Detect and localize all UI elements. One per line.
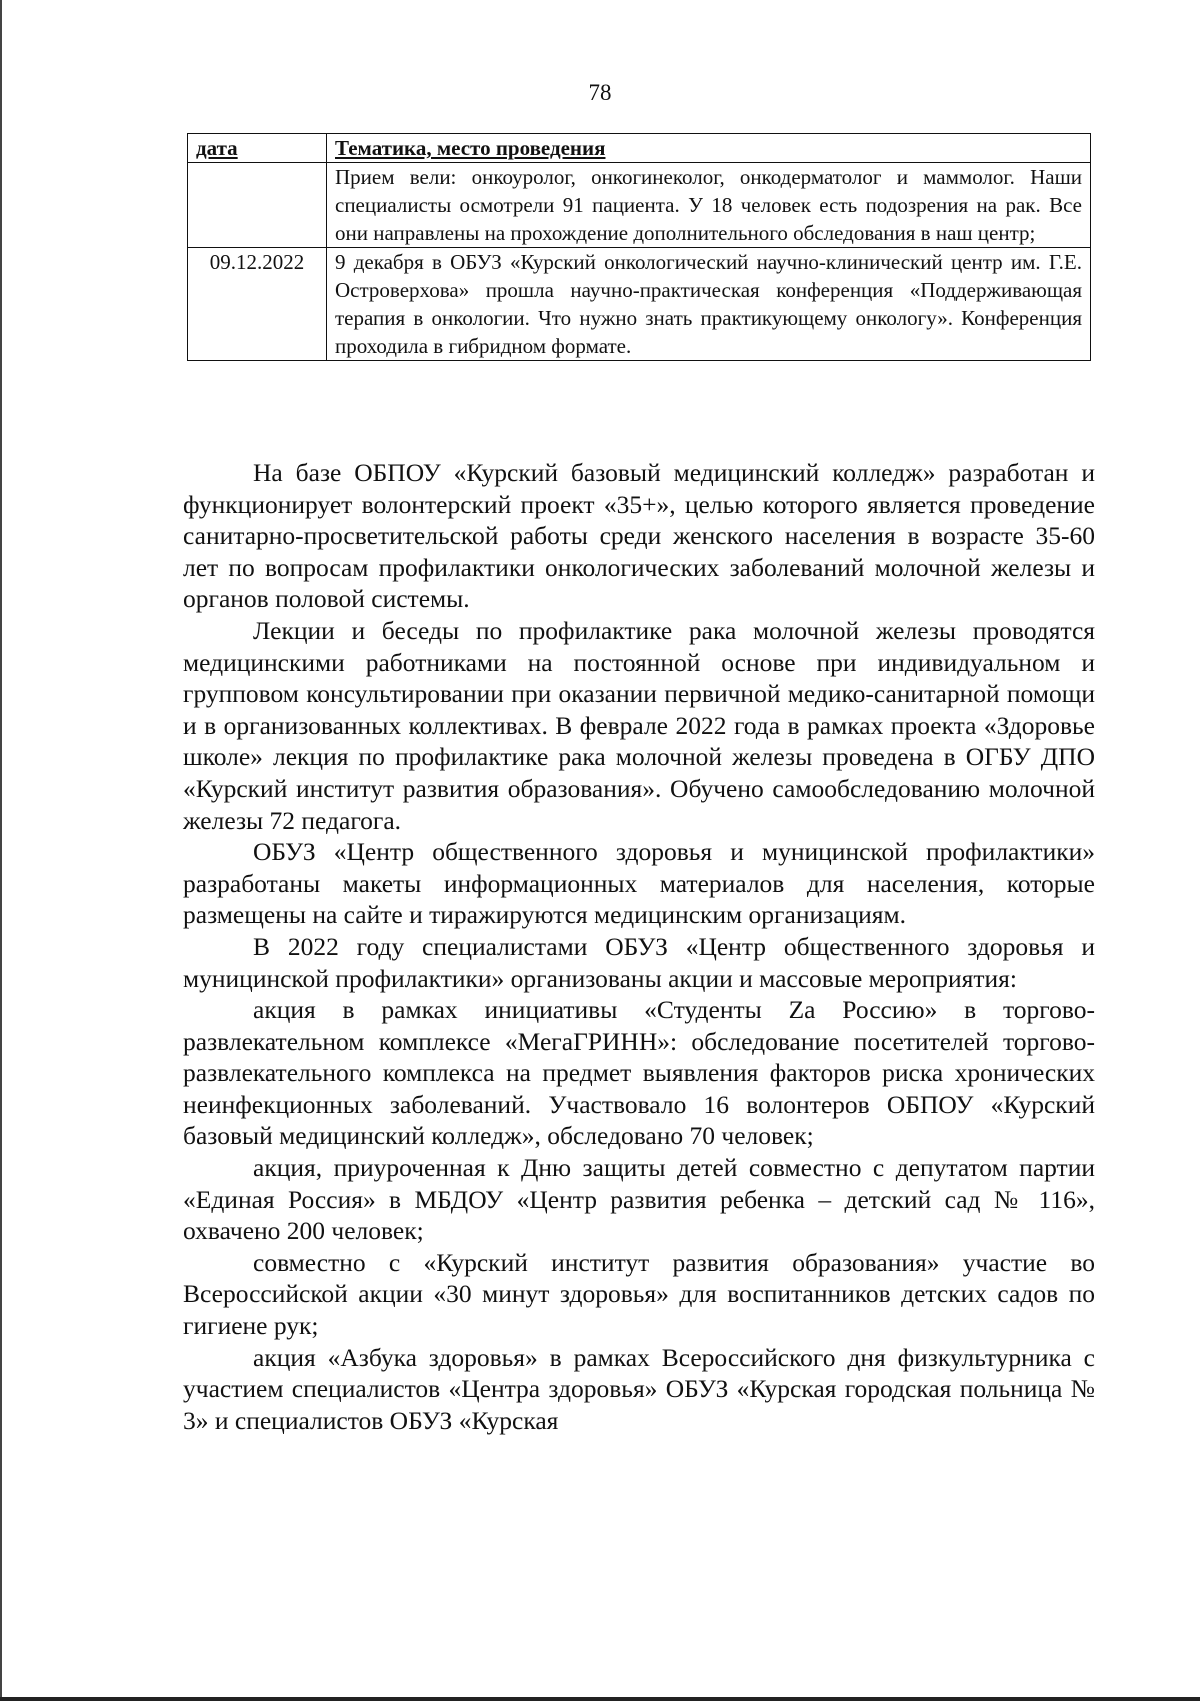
paragraph: акция, приуроченная к Дню защиты детей совместно с депутатом партии «Единая Россия» в МБДОУ «Центр развития ребенка – детский сад № 116», охвачено 200 человек; [183, 1153, 1095, 1246]
header-date: дата [188, 134, 327, 163]
paragraph: Лекции и беседы по профилактике рака молочной железы проводятся медицинскими работниками на постоянной основе при индивидуальном и групповом консультировании при оказании первичной медико-санитарной помощи и в организованных коллективах. В феврале 2022 года в рамках проекта «Здоровье школе» лекция по профилактике рака молочной железы проведена в ОГБУ ДПО «Курский институт развития образования». Обучено самообследованию молочной железы 72 педагога. [183, 615, 1095, 835]
table-row [188, 163, 1091, 248]
paragraph: совместно с «Курский институт развития образования» участие во Всероссийской акции «30 минут здоровья» для воспитанников детских садов по гигиене рук; [183, 1247, 1095, 1341]
table-header-row [188, 134, 1091, 163]
events-table [187, 133, 1091, 361]
table-row [188, 248, 1091, 361]
paragraph: ОБУЗ «Центр общественного здоровья и муницинской профилактики» разработаны макеты информационных материалов для населения, которые размещены на сайте и тиражируются медицинским организациям. [183, 837, 1095, 930]
paragraph: акция в рамках инициативы «Студенты Zа Россию» в торгово-развлекательном комплексе «МегаГРИНН»: обследование посетителей торгово-развлекательного комплекса на предмет выявления факторов риска хронических неинфекционных заболеваний. Участвовало 16 волонтеров ОБПОУ «Курский базовый медицинский колледж», обследовано 70 человек; [183, 995, 1095, 1151]
scan-bottom-edge [0, 1697, 1200, 1701]
paragraph: На базе ОБПОУ «Курский базовый медицинский колледж» разработан и функционирует волонтерский проект «35+», целью которого является проведение санитарно-просветительской работы среди женского населения в возрасте 35-60 лет по вопросам профилактики онкологических заболеваний молочной железы и органов половой системы. [183, 458, 1095, 614]
document-body [183, 457, 1095, 1436]
scan-left-edge [0, 0, 2, 1701]
table-cell-date [188, 163, 327, 248]
paragraph: В 2022 году специалистами ОБУЗ «Центр общественного здоровья и муницинской профилактики» организованы акции и массовые мероприятия: [183, 931, 1095, 993]
header-topic: Тематика, место проведения [327, 134, 1091, 163]
table-cell-text: Прием вели: онкоуролог, онкогинеколог, онкодерматолог и маммолог. Наши специалисты осмотрели 91 пациента. У 18 человек есть подозрения на рак. Все они направлены на прохождение дополнительного обследования в наш центр; [327, 163, 1091, 248]
page-number: 78 [588, 80, 612, 105]
table-cell-date: 09.12.2022 [188, 248, 327, 361]
paragraph: акция «Азбука здоровья» в рамках Всероссийского дня физкультурника с участием специалистов «Центра здоровья» ОБУЗ «Курская городская польница № 3» и специалистов ОБУЗ «Курская [183, 1342, 1095, 1435]
table-cell-text: 9 декабря в ОБУЗ «Курский онкологический научно-клинический центр им. Г.Е. Островерхова» прошла научно-практическая конференция «Поддерживающая терапия в онкологии. Что нужно знать практикующему онкологу». Конференция проходила в гибридном формате. [327, 248, 1091, 361]
